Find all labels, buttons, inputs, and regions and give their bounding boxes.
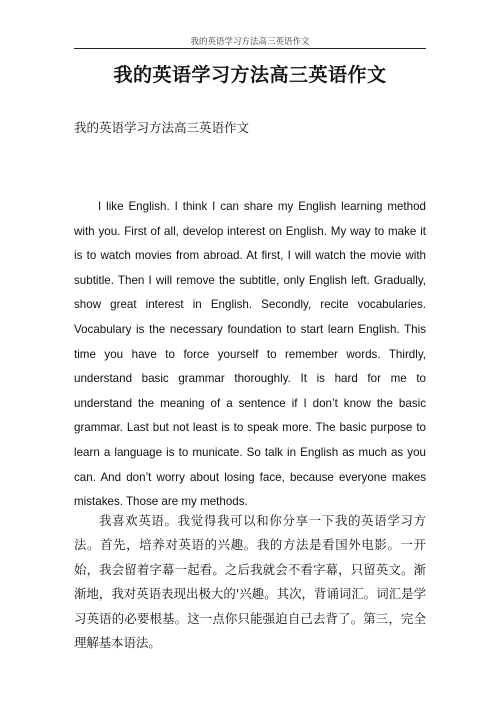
document-title: 我的英语学习方法高三英语作文	[113, 64, 387, 86]
document-subtitle: 我的英语学习方法高三英语作文	[74, 120, 250, 135]
header-rule	[74, 48, 426, 49]
running-header: 我的英语学习方法高三英语作文	[190, 37, 310, 47]
english-paragraph: I like English. I think I can share my English learning method with you. First of all, develop interest on English. My way to make it is to watch movies from abroad. At first, I will watch the movie with subtitle. Then I will remove the subtitle, only English left. Gradually, show great interest in English. Secondly, recite vocabularies. Vocabulary is the necessary foundation to start learn English. This time you have to force yourself to remember words. Thirdly, understand basic grammar thoroughly. It is hard for me to understand the meaning of a sentence if I don’t know the basic grammar. Last but not least is to speak more. The basic purpose to learn a language is to municate. So talk in English as much as you can. And don’t worry about losing face, because everyone makes mistakes. Those are my methods.	[74, 200, 426, 509]
chinese-paragraph: 我喜欢英语。我觉得我可以和你分享一下我的英语学习方法。首先，培养对英语的兴趣。我的方法是看国外电影。一开始，我会留着字幕一起看。之后我就会不看字幕，只留英文。渐渐地，我对英语表现出极大的'兴趣。其次，背诵词汇。词汇是学习英语的必要根基。这一点你只能强迫自己去背了。第三，完全理解基本语法。	[74, 513, 426, 651]
